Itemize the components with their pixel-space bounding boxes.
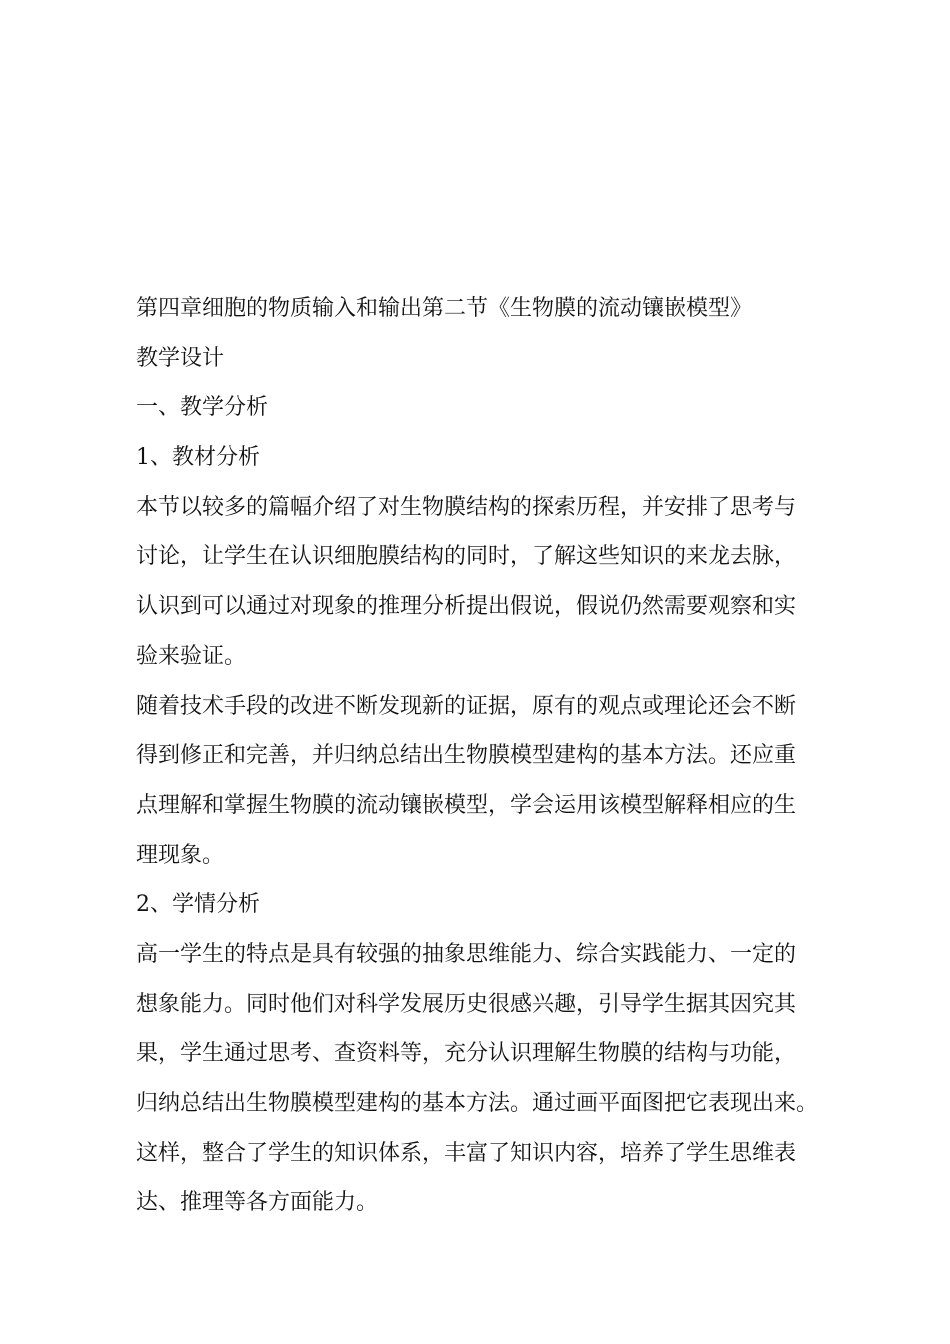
paragraph-line: 高一学生的特点是具有较强的抽象思维能力、综合实践能力、一定的 (136, 941, 797, 967)
paragraph-line: 得到修正和完善，并归纳总结出生物膜模型建构的基本方法。还应重 (136, 743, 797, 769)
paragraph-line: 讨论，让学生在认识细胞膜结构的同时，了解这些知识的来龙去脉， (136, 544, 797, 570)
section-heading-teaching-analysis: 一、教学分析 (136, 395, 269, 421)
paragraph-student-analysis (136, 930, 826, 1228)
subsection-heading-student-analysis: 2、学情分析 (136, 892, 260, 918)
document-body (136, 284, 826, 1228)
paragraph-line: 随着技术手段的改进不断发现新的证据，原有的观点或理论还会不断 (136, 693, 797, 719)
paragraph-line: 点理解和掌握生物膜的流动镶嵌模型，学会运用该模型解释相应的生 (136, 792, 797, 818)
paragraph-line: 想象能力。同时他们对科学发展历史很感兴趣，引导学生据其因究其 (136, 991, 797, 1017)
paragraph-line: 达、推理等各方面能力。 (136, 1190, 379, 1216)
paragraph-line: 归纳总结出生物膜模型建构的基本方法。通过画平面图把它表现出来。 (136, 1091, 819, 1116)
document-title: 第四章细胞的物质输入和输出第二节《生物膜的流动镶嵌模型》 (136, 296, 753, 321)
paragraph-line: 验来验证。 (136, 643, 247, 669)
subsection-heading-textbook-analysis: 1、教材分析 (136, 445, 260, 471)
paragraph-textbook-analysis (136, 483, 826, 682)
paragraph-line: 认识到可以通过对现象的推理分析提出假说，假说仍然需要观察和实 (136, 594, 797, 620)
paragraph-line: 这样，整合了学生的知识体系，丰富了知识内容，培养了学生思维表 (136, 1140, 797, 1166)
paragraph-line: 果，学生通过思考、查资料等，充分认识理解生物膜的结构与功能， (136, 1041, 797, 1067)
document-title-continued: 教学设计 (136, 345, 225, 371)
paragraph-line: 理现象。 (136, 842, 225, 868)
paragraph-line: 本节以较多的篇幅介绍了对生物膜结构的探索历程，并安排了思考与 (136, 494, 797, 520)
paragraph-new-evidence (136, 682, 826, 881)
